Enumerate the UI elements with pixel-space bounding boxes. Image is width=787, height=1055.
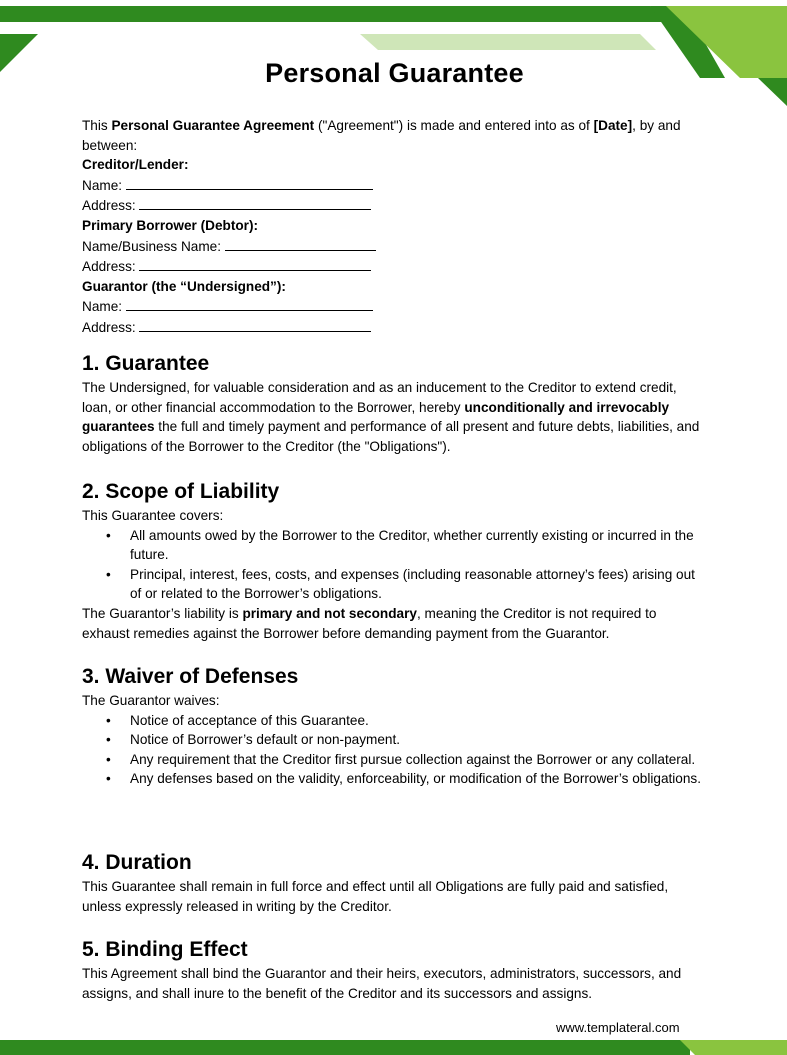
section-guarantee — [82, 351, 707, 456]
list-item: • Any defenses based on the validity, enforceability, or modification of the Borrower’s obligations. — [130, 769, 707, 789]
guarantor-address-row — [82, 317, 707, 338]
waiver-lead: The Guarantor waives: — [82, 693, 220, 708]
scope-lead: This Guarantee covers: — [82, 508, 224, 523]
list-item: • Notice of acceptance of this Guarantee. — [130, 711, 707, 731]
intro-date-placeholder: [Date] — [593, 118, 633, 133]
guarantee-text-bold: unconditionally and irrevocably guarantees — [82, 399, 670, 435]
creditor-address-label: Address: — [82, 198, 136, 214]
guarantee-text-post: the full and timely payment and performance of all present and future debts, liabilities, and obligations of the Borrower to the Creditor (the "Obligations"). — [82, 419, 700, 454]
section-body: This Agreement shall bind the Guarantor and their heirs, executors, administrators, successors, and assigns, and shall inure to the benefit of the Creditor and its successors and assigns. — [82, 966, 682, 1001]
intro-paragraph — [82, 116, 707, 155]
section-body — [82, 378, 707, 456]
guarantor-name-row — [82, 296, 707, 317]
list-item: • All amounts owed by the Borrower to the Creditor, whether currently existing or incurred in the future. — [130, 526, 707, 565]
creditor-name-field[interactable] — [126, 175, 373, 190]
section-heading: 5. Binding Effect — [82, 938, 248, 961]
borrower-address-field[interactable] — [139, 256, 371, 271]
creditor-address-row — [82, 195, 707, 216]
section-duration — [82, 850, 707, 916]
borrower-address-row — [82, 256, 707, 277]
creditor-name-label: Name: — [82, 177, 123, 193]
page-title: Personal Guarantee — [265, 58, 524, 88]
creditor-address-field[interactable] — [139, 195, 371, 210]
section-heading: 2. Scope of Liability — [82, 480, 280, 503]
scope-after-post: , meaning the Creditor is not required to exhaust remedies against the Borrower before demanding payment from the Guarantor. — [82, 605, 657, 641]
creditor-name-row — [82, 175, 707, 196]
intro-text-mid: ("Agreement") is made and entered into as of — [314, 118, 594, 133]
section-binding — [82, 937, 707, 1003]
top-pale-stripe — [360, 34, 656, 50]
borrower-heading — [82, 216, 707, 236]
section-heading: 3. Waiver of Defenses — [82, 665, 299, 688]
guarantor-heading-text: Guarantor (the “Undersigned”): — [82, 278, 286, 294]
guarantor-name-field[interactable] — [126, 296, 373, 311]
top-left-triangle — [0, 34, 38, 72]
top-dark-band — [0, 6, 672, 22]
footer-url: www.templateral.com — [556, 1020, 680, 1035]
list-item: • Notice of Borrower’s default or non-payment. — [130, 730, 707, 750]
scope-list — [82, 526, 707, 604]
bottom-light-band — [680, 1040, 787, 1055]
intro-text-pre: This — [82, 118, 112, 133]
section-heading: 4. Duration — [82, 851, 192, 874]
guarantee-text-pre: The Undersigned, for valuable consideration and as an inducement to the Creditor to extend credit, loan, or other financial accommodation to the Borrower, hereby — [82, 380, 677, 415]
borrower-name-label: Name/Business Name: — [82, 238, 222, 254]
scope-after — [82, 604, 707, 643]
guarantor-address-label: Address: — [82, 319, 136, 335]
borrower-address-label: Address: — [82, 259, 136, 275]
scope-after-pre: The Guarantor’s liability is — [82, 605, 243, 621]
section-heading: 1. Guarantee — [82, 352, 210, 375]
list-item: • Principal, interest, fees, costs, and expenses (including reasonable attorney’s fees) arising out of or related to the Borrower’s obligations. — [130, 565, 707, 604]
guarantor-address-field[interactable] — [139, 317, 371, 332]
creditor-heading — [82, 155, 707, 175]
top-right-dark-triangle — [758, 78, 787, 106]
section-waiver — [82, 664, 707, 789]
borrower-name-field[interactable] — [225, 236, 376, 251]
section-scope — [82, 479, 707, 643]
intro-agreement-name: Personal Guarantee Agreement — [111, 118, 315, 133]
section-body: This Guarantee shall remain in full force and effect until all Obligations are fully paid and satisfied, unless expressly released in writing by the Creditor. — [82, 879, 669, 914]
intro-text-post: , by and between: — [82, 118, 681, 153]
borrower-heading-text: Primary Borrower (Debtor): — [82, 217, 258, 233]
list-item: • Any requirement that the Creditor first pursue collection against the Borrower or any collateral. — [130, 750, 707, 770]
guarantor-heading — [82, 277, 707, 297]
intro-block — [82, 116, 707, 338]
borrower-name-row — [82, 236, 707, 257]
scope-after-bold: primary and not secondary — [242, 605, 417, 621]
waiver-list — [82, 711, 707, 789]
guarantor-name-label: Name: — [82, 299, 123, 315]
bottom-dark-band — [0, 1040, 690, 1055]
creditor-heading-text: Creditor/Lender: — [82, 157, 189, 173]
